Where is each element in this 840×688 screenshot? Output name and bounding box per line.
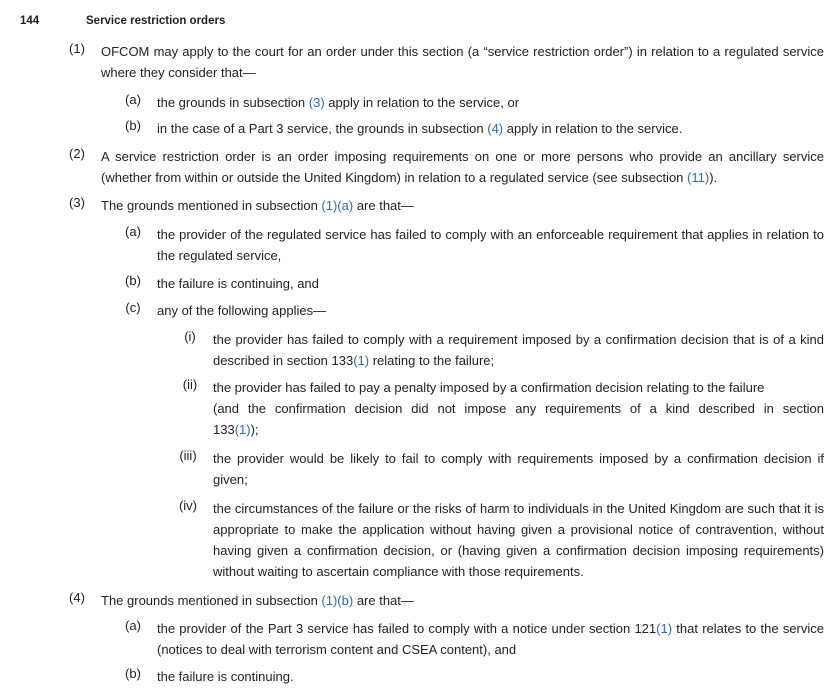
subpara-i-label: (i): [184, 329, 196, 344]
section-number: 144: [20, 15, 40, 27]
subsection-11-link[interactable]: (11): [687, 170, 710, 185]
subsection-1-label: (1): [69, 41, 85, 56]
subsection-4-text: The grounds mentioned in subsection (1)(b) are that—: [101, 593, 414, 608]
subsection-3-text: The grounds mentioned in subsection (1)(a) are that—: [101, 198, 414, 213]
subpara-iv-text: the circumstances of the failure or the risks of harm to individuals in the United Kingdom are such that it is appropriate to make the application without having given a provisional notice of contravention, without having given a confirmation decision, or (having given a confirmation decision imposing requirements) without waiting to ascertain compliance with those requirements.: [213, 501, 824, 579]
subpara-iii-text: the provider would be likely to fail to comply with requirements imposed by a confirmation decision if given;: [213, 451, 824, 487]
section-121-1-link[interactable]: (1): [656, 621, 673, 636]
section-133-1-link[interactable]: (1): [234, 422, 251, 437]
subsection-1a-link[interactable]: (1)(a): [321, 198, 354, 213]
subpara-i-text: the provider has failed to comply with a requirement imposed by a confirmation decision that is of a kind described in section 133(1) relating to the failure;: [213, 332, 824, 368]
para-4a-label: (a): [125, 618, 141, 633]
subpara-iii-label: (iii): [179, 448, 197, 463]
subsection-3-link[interactable]: (3): [308, 95, 325, 110]
section-title: Service restriction orders: [86, 15, 226, 27]
para-1a-text: the grounds in subsection (3) apply in relation to the service, or: [157, 95, 520, 110]
subsection-1b-link[interactable]: (1)(b): [321, 593, 354, 608]
para-3b-label: (b): [125, 273, 141, 288]
subpara-ii-text: the provider has failed to pay a penalty imposed by a confirmation decision relating to the failure (and the confirmation decision did not impose any requirements of a kind described in section 133(1));: [213, 380, 824, 437]
section-133-1-link[interactable]: (1): [353, 353, 370, 368]
para-3c-text: any of the following applies—: [157, 303, 327, 318]
para-4b-label: (b): [125, 666, 141, 681]
para-1b-label: (b): [125, 118, 141, 133]
subsection-4-link[interactable]: (4): [487, 121, 504, 136]
para-4b-text: the failure is continuing.: [157, 669, 294, 684]
para-4a-text: the provider of the Part 3 service has failed to comply with a notice under section 121(1) that relates to the service (notices to deal with terrorism content and CSEA content), and: [157, 621, 825, 657]
para-1a-label: (a): [125, 92, 141, 107]
para-3a-label: (a): [125, 224, 141, 239]
subpara-iv-label: (iv): [178, 498, 198, 513]
para-3a-text: the provider of the regulated service has failed to comply with an enforceable requirement that applies in relation to the regulated service,: [157, 227, 824, 263]
para-3c-label: (c): [125, 300, 141, 315]
para-1b-text: in the case of a Part 3 service, the grounds in subsection (4) apply in relation to the service.: [157, 121, 683, 136]
subsection-1-text: OFCOM may apply to the court for an order under this section (a “service restriction order”) in relation to a regulated service where they consider that—: [101, 44, 824, 80]
subsection-3-label: (3): [69, 195, 85, 210]
subsection-2-text: A service restriction order is an order imposing requirements on one or more persons who provide an ancillary service (whether from within or outside the United Kingdom) in relation to a regulated service (see subsection (11)).: [101, 149, 824, 185]
subsection-4-label: (4): [69, 590, 85, 605]
subsection-2-label: (2): [69, 146, 85, 161]
para-3b-text: the failure is continuing, and: [157, 276, 319, 291]
subpara-ii-label: (ii): [182, 377, 198, 392]
